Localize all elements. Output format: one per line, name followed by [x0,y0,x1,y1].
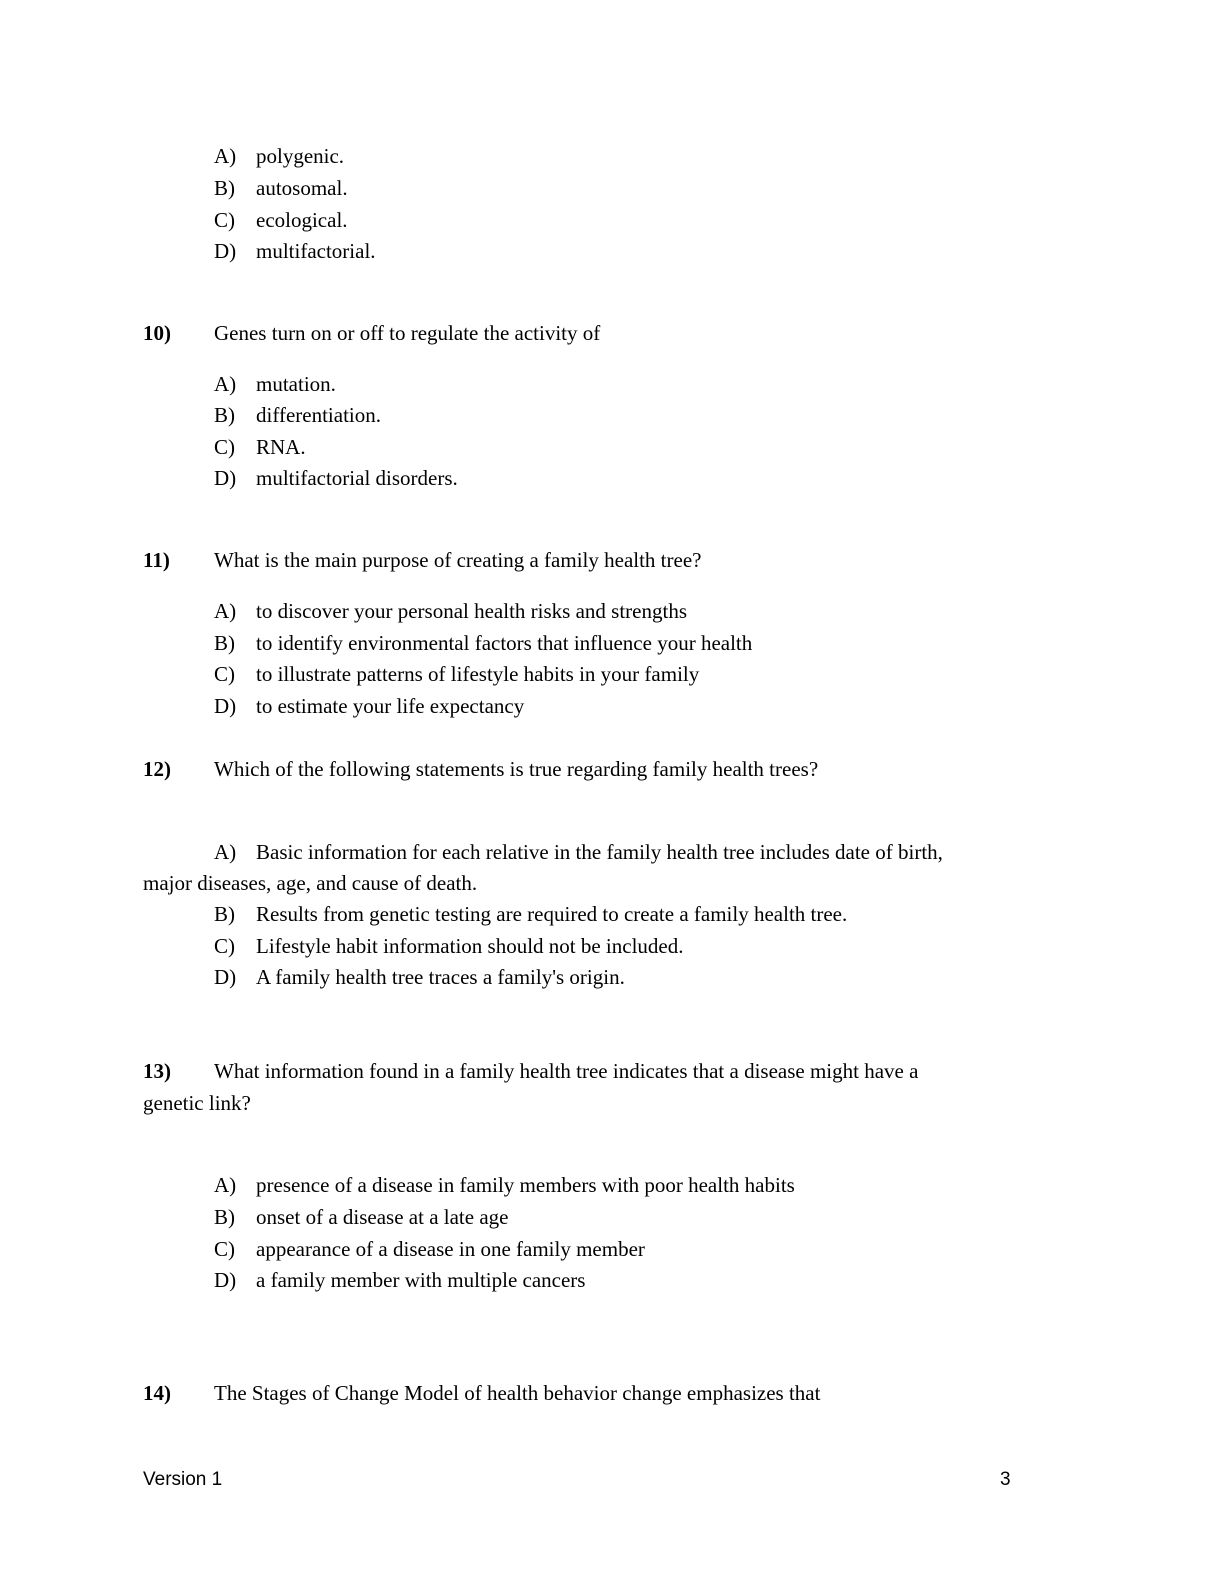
option-letter: A) [214,144,237,168]
option-text: to discover your personal health risks and strengths [256,599,687,623]
option-letter: D) [214,466,237,490]
option-text: presence of a disease in family members with poor health habits [256,1173,795,1197]
footer-version: Version 1 [143,1469,223,1490]
option-text: onset of a disease at a late age [256,1205,509,1229]
question-text: What information found in a family health tree indicates that a disease might have a [214,1059,919,1083]
option-text: polygenic. [256,144,345,168]
question-number: 11) [143,548,170,572]
question-number: 14) [143,1381,171,1405]
option-letter: C) [214,1237,235,1261]
question-text: The Stages of Change Model of health behavior change emphasizes that [214,1381,821,1405]
option-text: A family health tree traces a family's origin. [256,965,625,989]
option-letter: A) [214,840,237,864]
option-letter: C) [214,435,235,459]
option-text: mutation. [256,372,336,396]
option-text: appearance of a disease in one family member [256,1237,645,1261]
option-text: to identify environmental factors that influence your health [256,631,753,655]
option-letter: B) [214,176,235,200]
question-text: Which of the following statements is true regarding family health trees? [214,757,819,781]
option-text-continuation: major diseases, age, and cause of death. [143,871,478,895]
option-letter: A) [214,599,237,623]
option-text: multifactorial disorders. [256,466,458,490]
option-letter: B) [214,1205,235,1229]
option-letter: C) [214,208,235,232]
question-number: 13) [143,1059,171,1083]
option-text: autosomal. [256,176,348,200]
option-letter: D) [214,694,237,718]
option-letter: D) [214,1268,237,1292]
option-letter: B) [214,403,235,427]
option-letter: B) [214,631,235,655]
option-letter: D) [214,239,237,263]
option-letter: C) [214,662,235,686]
question-number: 12) [143,757,171,781]
page-number: 3 [1000,1469,1011,1490]
question-number: 10) [143,321,171,345]
option-text: a family member with multiple cancers [256,1268,586,1292]
option-text: Basic information for each relative in the family health tree includes date of birth, [256,840,943,864]
option-text: to estimate your life expectancy [256,694,525,718]
option-text: to illustrate patterns of lifestyle habits in your family [256,662,700,686]
option-text: Lifestyle habit information should not be included. [256,934,684,958]
option-text: ecological. [256,208,348,232]
option-text: Results from genetic testing are required to create a family health tree. [256,902,848,926]
option-letter: D) [214,965,237,989]
question-text-continuation: genetic link? [143,1091,251,1115]
option-letter: C) [214,934,235,958]
option-text: multifactorial. [256,239,376,263]
option-text: differentiation. [256,403,381,427]
option-letter: B) [214,902,235,926]
option-text: RNA. [256,435,306,459]
question-text: What is the main purpose of creating a family health tree? [214,548,702,572]
option-letter: A) [214,1173,237,1197]
option-letter: A) [214,372,237,396]
question-text: Genes turn on or off to regulate the activity of [214,321,601,345]
